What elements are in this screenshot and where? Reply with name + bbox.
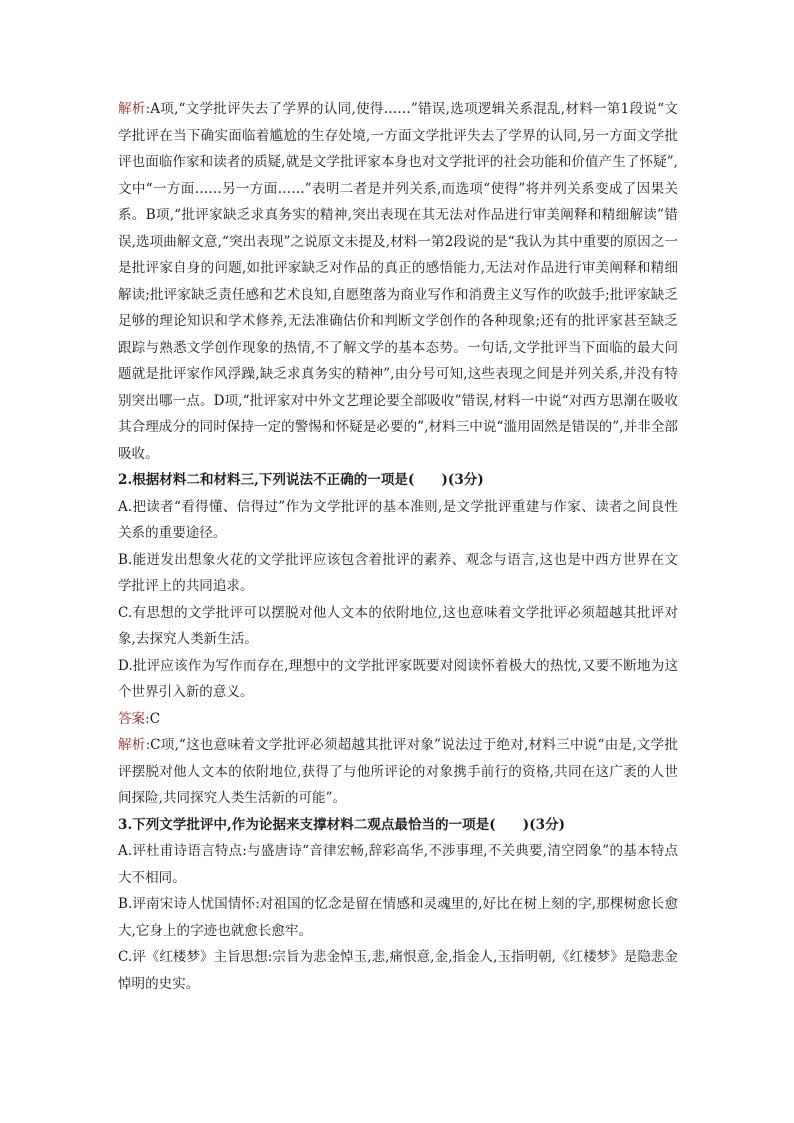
answer-label: 答案: <box>118 710 150 727</box>
question-3-option-c: C.评《红楼梦》主旨思想:宗旨为悲金悼玉,悲,痛恨意,金,指金人,玉指明朝,《红楼梦》是隐悲金悼明的史实。 <box>118 949 678 992</box>
question-3-stem: 3.下列文学批评中,作为论据来支撑材料二观点最恰当的一项是( )(3分) <box>118 816 566 833</box>
question-3-option-b: B.评南宋诗人忧国情怀:对祖国的忆念是留在情感和灵魂里的,好比在树上刻的字,那棵树愈长愈大,它身上的字迹也就愈长愈牢。 <box>118 896 678 939</box>
question-2-option-d: D.批评应该作为写作而存在,理想中的文学批评家既要对阅读怀着极大的热忱,又要不断地为这个世界引入新的意义。 <box>118 657 678 700</box>
question-2-option-b: B.能迸发出想象火花的文学批评应该包含着批评的素养、观念与语言,这也是中西方世界在文学批评上的共同追求。 <box>118 551 678 594</box>
question-2-explanation <box>118 732 678 812</box>
explanation-text: A项,“文学批评失去了学界的认同,使得……”错误,选项逻辑关系混乱,材料一第1段说“文学批评在当下确实面临着尴尬的生存处境,一方面文学批评失去了学界的认同,另一方面文学批评也面临作家和读者的质疑,就是文学批评家本身也对文学批评的社会功能和价值产生了怀疑”,文中“一方面……另一方面……”表明二者是并列关系,而选项“使得”将并列关系变成了因果关系。B项,“批评家缺乏求真务实的精神,突出表现在其无法对作品进行审美阐释和精细解读”错误,选项曲解文意,“突出表现”之说原文未提及,材料一第2段说的是“我认为其中重要的原因之一是批评家自身的问题,如批评家缺乏对作品的真正的感悟能力,无法对作品进行审美阐释和精细解读;批评家缺乏责任感和艺术良知,自愿堕落为商业写作和消费主义写作的吹鼓手;批评家缺乏足够的理论知识和学术修养,无法准确估价和判断文学创作的各种现象;还有的批评家甚至缺乏跟踪与熟悉文学创作现象的热情,不了解文学的基本态势。一句话,文学批评当下面临的最大问题就是批评家作风浮躁,缺乏求真务实的精神”,由分号可知,这些表现之间是并列关系,并没有特别突出哪一点。D项,“批评家对中外文艺理论要全部吸收”错误,材料一中说“对西方思潮在吸收其合理成分的同时保持一定的警惕和怀疑是必要的”,材料三中说“滥用固然是错误的”,并非全部吸收。 <box>118 101 678 462</box>
question-2-answer <box>118 706 678 733</box>
question-2-option-c: C.有思想的文学批评可以摆脱对他人文本的依附地位,这也意味着文学批评必须超越其批评对象,去探究人类新生活。 <box>118 604 678 647</box>
explanation-text: C项,“这也意味着文学批评必须超越其批评对象”说法过于绝对,材料三中说“由是,文学批评摆脱对他人文本的依附地位,获得了与他所评论的对象携手前行的资格,共同在这广袤的人世间探险,共同探究人类生活新的可能”。 <box>118 737 678 806</box>
question-3-option-a: A.评杜甫诗语言特点:与盛唐诗“音律宏畅,辞彩高华,不涉事理,不关典要,清空罔象”的基本特点大不相同。 <box>118 843 678 886</box>
explanation-label: 解析: <box>118 101 151 117</box>
question-2-stem: 2.根据材料二和材料三,下列说法不正确的一项是( )(3分) <box>118 472 484 488</box>
question-2-option-a: A.把读者“看得懂、信得过”作为文学批评的基本准则,是文学批评重建与作家、读者之间良性关系的重要途径。 <box>118 498 678 541</box>
document-page <box>118 96 678 997</box>
explanation-label: 解析: <box>118 737 151 753</box>
explanation-1 <box>118 96 678 467</box>
answer-value: C <box>149 710 161 727</box>
